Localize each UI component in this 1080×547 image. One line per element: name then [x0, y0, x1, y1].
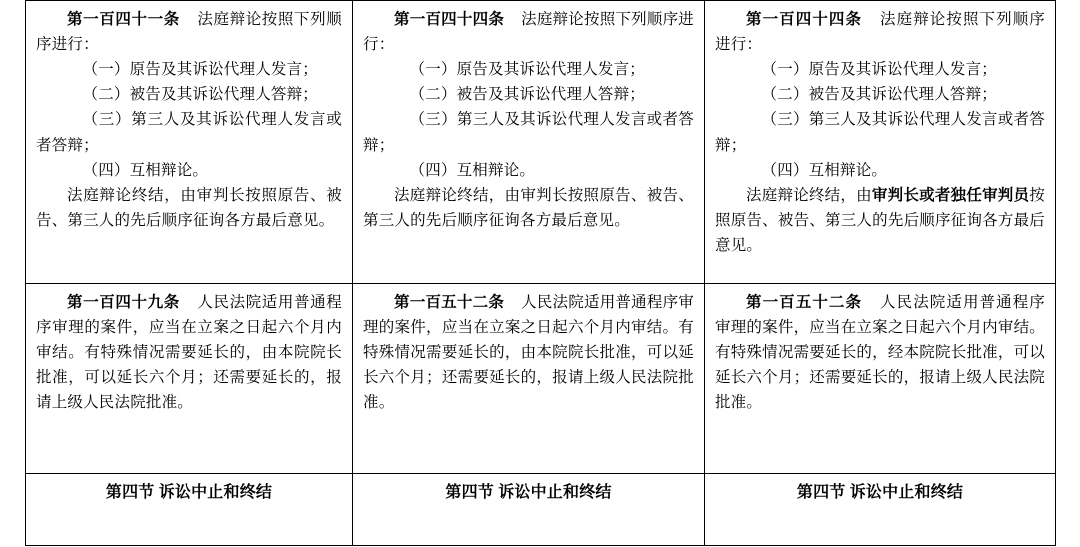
article-lead: 法庭辩论按照下列顺序进行：	[36, 11, 342, 54]
article-item: （四）互相辩论。	[82, 161, 209, 179]
cell-section-v2	[353, 474, 705, 546]
article-number: 第一百四十四条	[394, 11, 505, 28]
cell-debate-v1	[26, 1, 353, 284]
article-item: （二）被告及其诉讼代理人答辩；	[761, 86, 998, 104]
article-lead: 法庭辩论按照下列顺序进行：	[715, 11, 1045, 54]
law-comparison-table	[25, 0, 1056, 546]
article-item: （二）被告及其诉讼代理人答辩；	[409, 86, 646, 104]
article-number: 第一百四十四条	[746, 11, 863, 28]
article-body: 人民法院适用普通程序审理的案件，应当在立案之日起六个月内审结。有特殊情况需要延长的，由本院院长批准，可以延长六个月；还需要延长的，报请上级人民法院批准。	[36, 294, 342, 412]
article-item: （三）第三人及其诉讼代理人发言或者答辩；	[36, 111, 342, 154]
table-row	[26, 284, 1056, 474]
article-tail-bold: 审判长或者独任审判员	[871, 186, 1030, 204]
article-tail-pre: 法庭辩论终结，由	[746, 186, 872, 204]
article-item: （三）第三人及其诉讼代理人发言或者答辩；	[715, 111, 1045, 154]
cell-section-v3	[705, 474, 1056, 546]
article-number: 第一百四十九条	[67, 294, 180, 311]
article-item: （一）原告及其诉讼代理人发言；	[409, 61, 646, 79]
table-row	[26, 474, 1056, 546]
cell-section-v1	[26, 474, 353, 546]
cell-debate-v2	[353, 1, 705, 284]
article-tail-post: 审判长按照原告、被告、第三人的先后顺序征询各方最后意见。	[363, 186, 694, 229]
article-tail-post: 按照原告、被告、第三人的先后顺序征询各方最后意见。	[715, 186, 1045, 254]
cell-period-v1	[26, 284, 353, 474]
article-number: 第一百五十二条	[394, 294, 505, 311]
cell-period-v2	[353, 284, 705, 474]
article-tail-pre: 法庭辩论终结，由	[67, 186, 197, 204]
article-item: （二）被告及其诉讼代理人答辩；	[82, 86, 319, 104]
section-title: 第四节 诉讼中止和终结	[445, 484, 612, 501]
article-item: （四）互相辩论。	[409, 161, 536, 179]
section-title: 第四节 诉讼中止和终结	[796, 484, 964, 501]
cell-period-v3	[705, 284, 1056, 474]
article-body: 人民法院适用普通程序审理的案件，应当在立案之日起六个月内审结。有特殊情况需要延长的，经本院院长批准，可以延长六个月；还需要延长的，报请上级人民法院批准。	[715, 294, 1045, 412]
article-item: （一）原告及其诉讼代理人发言；	[761, 61, 998, 79]
article-tail-pre: 法庭辩论终结，由	[394, 186, 521, 204]
article-number: 第一百五十二条	[746, 294, 863, 311]
table-row	[26, 1, 1056, 284]
article-lead: 法庭辩论按照下列顺序进行：	[363, 11, 695, 54]
article-body: 人民法院适用普通程序审理的案件，应当在立案之日起六个月内审结。有特殊情况需要延长的，由本院院长批准，可以延长六个月；还需要延长的，报请上级人民法院批准。	[363, 294, 695, 412]
article-item: （一）原告及其诉讼代理人发言；	[82, 61, 319, 79]
article-tail-post: 审判长按照原告、被告、第三人的先后顺序征询各方最后意见。	[36, 186, 342, 229]
section-title: 第四节 诉讼中止和终结	[105, 484, 273, 501]
article-number: 第一百四十一条	[67, 11, 180, 28]
article-item: （三）第三人及其诉讼代理人发言或者答辩；	[363, 111, 694, 154]
article-item: （四）互相辩论。	[761, 161, 888, 179]
cell-debate-v3	[705, 1, 1056, 284]
